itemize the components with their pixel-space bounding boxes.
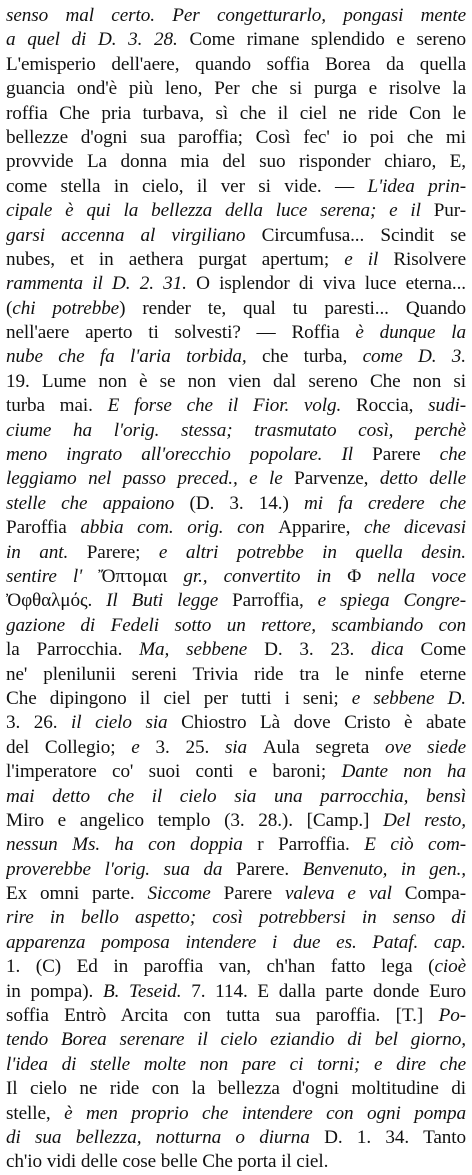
italic-text: meno ingrato all'orecchio popolare. Il	[6, 444, 373, 466]
roman-text: Parroffia.	[278, 834, 365, 856]
text-line	[6, 589, 466, 613]
italic-text: proverebbe l'orig. sua da	[6, 858, 236, 880]
roman-text: (D. 3. 14.)	[189, 492, 304, 514]
italic-text: di sua bellezza, notturna o diurna	[6, 1126, 325, 1148]
text-line	[6, 541, 466, 565]
italic-text: l'idea di stelle molte non pare ci torni; e dire che	[6, 1053, 466, 1075]
text-line	[6, 760, 466, 784]
text-line	[6, 833, 466, 857]
italic-text: e altri potrebbe in quella desin.	[158, 541, 466, 563]
italic-text: a quel di D. 3. 28.	[6, 29, 190, 51]
italic-text: sia	[224, 736, 263, 758]
italic-text: nessun Ms. ha con doppia	[6, 834, 258, 856]
text-line	[6, 394, 466, 418]
roman-text: Ex omni parte.	[6, 883, 148, 905]
italic-text: e	[131, 736, 156, 758]
roman-text: Ὀφθαλμός.	[6, 590, 107, 612]
roman-text: soffia Entrò Arcita con tutta sua paroffia. [T.]	[6, 1005, 439, 1027]
text-line	[6, 224, 466, 248]
text-line	[6, 736, 466, 760]
roman-text: Miro e angelico templo (3. 28.). [Camp.]	[6, 809, 384, 831]
roman-text: Parere;	[86, 541, 159, 563]
text-line	[6, 272, 466, 296]
roman-text: r	[257, 834, 279, 856]
roman-text: come stella in cielo, il ver si vide. —	[6, 175, 368, 197]
italic-text: che dicevasi	[363, 517, 466, 539]
italic-text: in bello aspetto; così potrebbersi in senso di	[49, 907, 466, 929]
text-line	[6, 1150, 466, 1174]
italic-text: Po-	[438, 1005, 466, 1027]
text-line	[6, 150, 466, 174]
italic-text: è men proprio che intendere con ogni pompa	[64, 1102, 466, 1124]
italic-text: stelle che appaiono	[6, 492, 190, 514]
text-line	[6, 297, 466, 321]
italic-text: tendo Borea serenare il cielo eziandio di bel giorno,	[6, 1029, 466, 1051]
italic-text: abbia com. orig. con	[80, 517, 279, 539]
text-line	[6, 565, 466, 589]
roman-text: in pompa).	[6, 980, 103, 1002]
text-line	[6, 4, 466, 28]
text-line	[6, 370, 466, 394]
text-line	[6, 321, 466, 345]
text-block	[6, 4, 466, 1175]
italic-text: garsi	[6, 224, 62, 246]
roman-text: stelle,	[6, 1102, 65, 1124]
text-line	[6, 199, 466, 223]
text-line	[6, 126, 466, 150]
roman-text: Roccia,	[355, 395, 429, 417]
roman-text: Parvenze,	[294, 468, 380, 490]
roman-text: Il cielo ne ride con la bellezza d'ogni moltitudine di	[6, 1078, 466, 1100]
text-line	[6, 980, 466, 1004]
roman-text: L'emisperio dell'aere, quando soffia Borea da quella	[6, 53, 466, 75]
roman-text: ch'io vidi delle cose belle Che porta il ciel.	[6, 1151, 329, 1173]
text-line	[6, 248, 466, 272]
text-line	[6, 419, 466, 443]
text-line	[6, 345, 466, 369]
text-line	[6, 28, 466, 52]
italic-text: accenna al virgiliano	[61, 224, 262, 246]
italic-text: Ma, sebbene	[139, 639, 265, 661]
italic-text: Benvenuto, in gen.,	[302, 858, 466, 880]
italic-text: nella voce	[377, 565, 466, 587]
text-line	[6, 77, 466, 101]
roman-text: Parroffia,	[232, 590, 318, 612]
roman-text: nell'aere aperto ti solvesti? — Roffia	[6, 322, 356, 344]
italic-text: dica	[371, 639, 421, 661]
italic-text: valeva e val	[284, 883, 405, 905]
italic-text: B. Teseid.	[102, 980, 192, 1002]
roman-text: Φ	[347, 565, 378, 587]
italic-text: il cielo sia	[71, 712, 182, 734]
italic-text: cioè	[434, 956, 466, 978]
italic-text: Siccome	[147, 883, 224, 905]
italic-text: detto delle	[379, 468, 466, 490]
roman-text: Come	[420, 639, 466, 661]
roman-text: roffia Che pria turbava, sì che il ciel ne ride Con le	[6, 102, 466, 124]
roman-text: 19. Lume non è se non vien dal sereno Che non si	[6, 370, 466, 392]
italic-text: E ciò com-	[364, 834, 466, 856]
italic-text: in ant.	[6, 541, 87, 563]
italic-text: Del resto,	[383, 809, 466, 831]
roman-text: Pur-	[433, 200, 466, 222]
roman-text: provvide La donna mia del suo risponder chiaro, E,	[6, 151, 466, 173]
italic-text: nube che fa l'aria torbida,	[6, 346, 262, 368]
roman-text: Parrocchia.	[36, 639, 140, 661]
italic-text: è dunque la	[355, 322, 466, 344]
roman-text: Aula segreta	[262, 736, 385, 758]
roman-text: Come rimane splendido e sereno	[189, 29, 466, 51]
roman-text: turba mai.	[6, 395, 108, 417]
italic-text: sudi-	[428, 395, 466, 417]
roman-text: Apparire,	[278, 517, 364, 539]
text-line	[6, 516, 466, 540]
text-line	[6, 931, 466, 955]
roman-text: 7. 114. E dalla parte donde Euro	[191, 980, 466, 1002]
roman-text: Parere.	[235, 858, 303, 880]
text-line	[6, 955, 466, 979]
text-line	[6, 1053, 466, 1077]
italic-text: chi potrebbe	[12, 297, 120, 319]
roman-text: Ὄπτομαι	[98, 565, 184, 587]
italic-text: rammenta il D. 2. 31.	[6, 273, 197, 295]
italic-text: mi fa credere che	[303, 492, 466, 514]
roman-text: Parere	[223, 883, 285, 905]
text-line	[6, 809, 466, 833]
text-line	[6, 906, 466, 930]
text-line	[6, 638, 466, 662]
roman-text: del Collegio;	[6, 736, 132, 758]
text-line	[6, 882, 466, 906]
text-line	[6, 1126, 466, 1150]
roman-text: 1. (C) Ed in paroffia van, ch'han fatto lega (	[6, 956, 435, 978]
italic-text: sentire l'	[6, 565, 99, 587]
text-line	[6, 711, 466, 735]
roman-text: Risolvere	[393, 248, 466, 270]
text-line	[6, 175, 466, 199]
italic-text: mai detto che il cielo sia una parrocchia, bensì	[6, 785, 466, 807]
roman-text: ) render te, qual tu paresti... Quando	[119, 297, 466, 319]
roman-text: l'imperatore co' suoi conti e baroni;	[6, 761, 342, 783]
text-line	[6, 53, 466, 77]
italic-text: rire	[6, 907, 50, 929]
italic-text: gr., convertito in	[183, 565, 348, 587]
text-line	[6, 1077, 466, 1101]
italic-text: leggiamo nel passo preced., e le	[6, 468, 295, 490]
roman-text: D. 3. 23.	[264, 639, 372, 661]
italic-text: e spiega Congre-	[317, 590, 466, 612]
italic-text: cipale è qui la bellezza della luce serena; e il	[6, 200, 434, 222]
roman-text: O isplendor di viva luce eterna...	[196, 273, 466, 295]
italic-text: Il Buti legge	[106, 590, 233, 612]
italic-text: apparenza pomposa intendere i due es. Pataf. cap.	[6, 931, 466, 953]
roman-text: Paroffia	[6, 517, 81, 539]
roman-text: Chiostro Là dove Cristo è abate	[181, 712, 466, 734]
roman-text: Che dipingono il ciel per tutti i seni;	[6, 687, 352, 709]
text-line	[6, 858, 466, 882]
roman-text: nubes, et in aethera purgat apertum;	[6, 248, 345, 270]
roman-text: (	[6, 297, 13, 319]
text-line	[6, 663, 466, 687]
roman-text: 3. 25.	[155, 736, 225, 758]
roman-text: 3. 26.	[6, 712, 72, 734]
text-line	[6, 1028, 466, 1052]
italic-text: gazione di Fedeli sotto un rettore, scambiando con	[6, 614, 466, 636]
text-line	[6, 443, 466, 467]
italic-text: senso mal certo. Per congetturarlo, pongasi mente	[6, 5, 466, 26]
text-line	[6, 687, 466, 711]
roman-text: Compa-	[404, 883, 466, 905]
italic-text: e il	[344, 248, 394, 270]
roman-text: ne' plenilunii sereni Trivia ride tra le ninfe eterne	[6, 663, 466, 685]
roman-text: Circumfusa... Scindit se	[261, 224, 466, 246]
roman-text: Parere	[372, 444, 440, 466]
roman-text: D. 1. 34. Tanto	[324, 1126, 466, 1148]
roman-text: la	[6, 639, 37, 661]
text-line	[6, 492, 466, 516]
text-line	[6, 467, 466, 491]
text-line	[6, 1102, 466, 1126]
italic-text: ciume ha l'orig. stessa; trasmutato così, perchè	[6, 419, 466, 441]
italic-text: che	[439, 444, 466, 466]
italic-text: come D. 3.	[362, 346, 466, 368]
italic-text: Dante non ha	[341, 761, 466, 783]
text-line	[6, 614, 466, 638]
roman-text: guancia ond'è più leno, Per che si purga e risolve la	[6, 78, 466, 100]
text-line	[6, 785, 466, 809]
roman-text: che turba,	[261, 346, 363, 368]
italic-text: e sebbene D.	[351, 687, 466, 709]
italic-text: L'idea prin-	[367, 175, 466, 197]
italic-text: ove siede	[384, 736, 466, 758]
roman-text: bellezze d'ogni sua paroffia; Così fec' io poi che mi	[6, 126, 466, 148]
italic-text: E forse che il Fior. volg.	[107, 395, 356, 417]
text-line	[6, 102, 466, 126]
